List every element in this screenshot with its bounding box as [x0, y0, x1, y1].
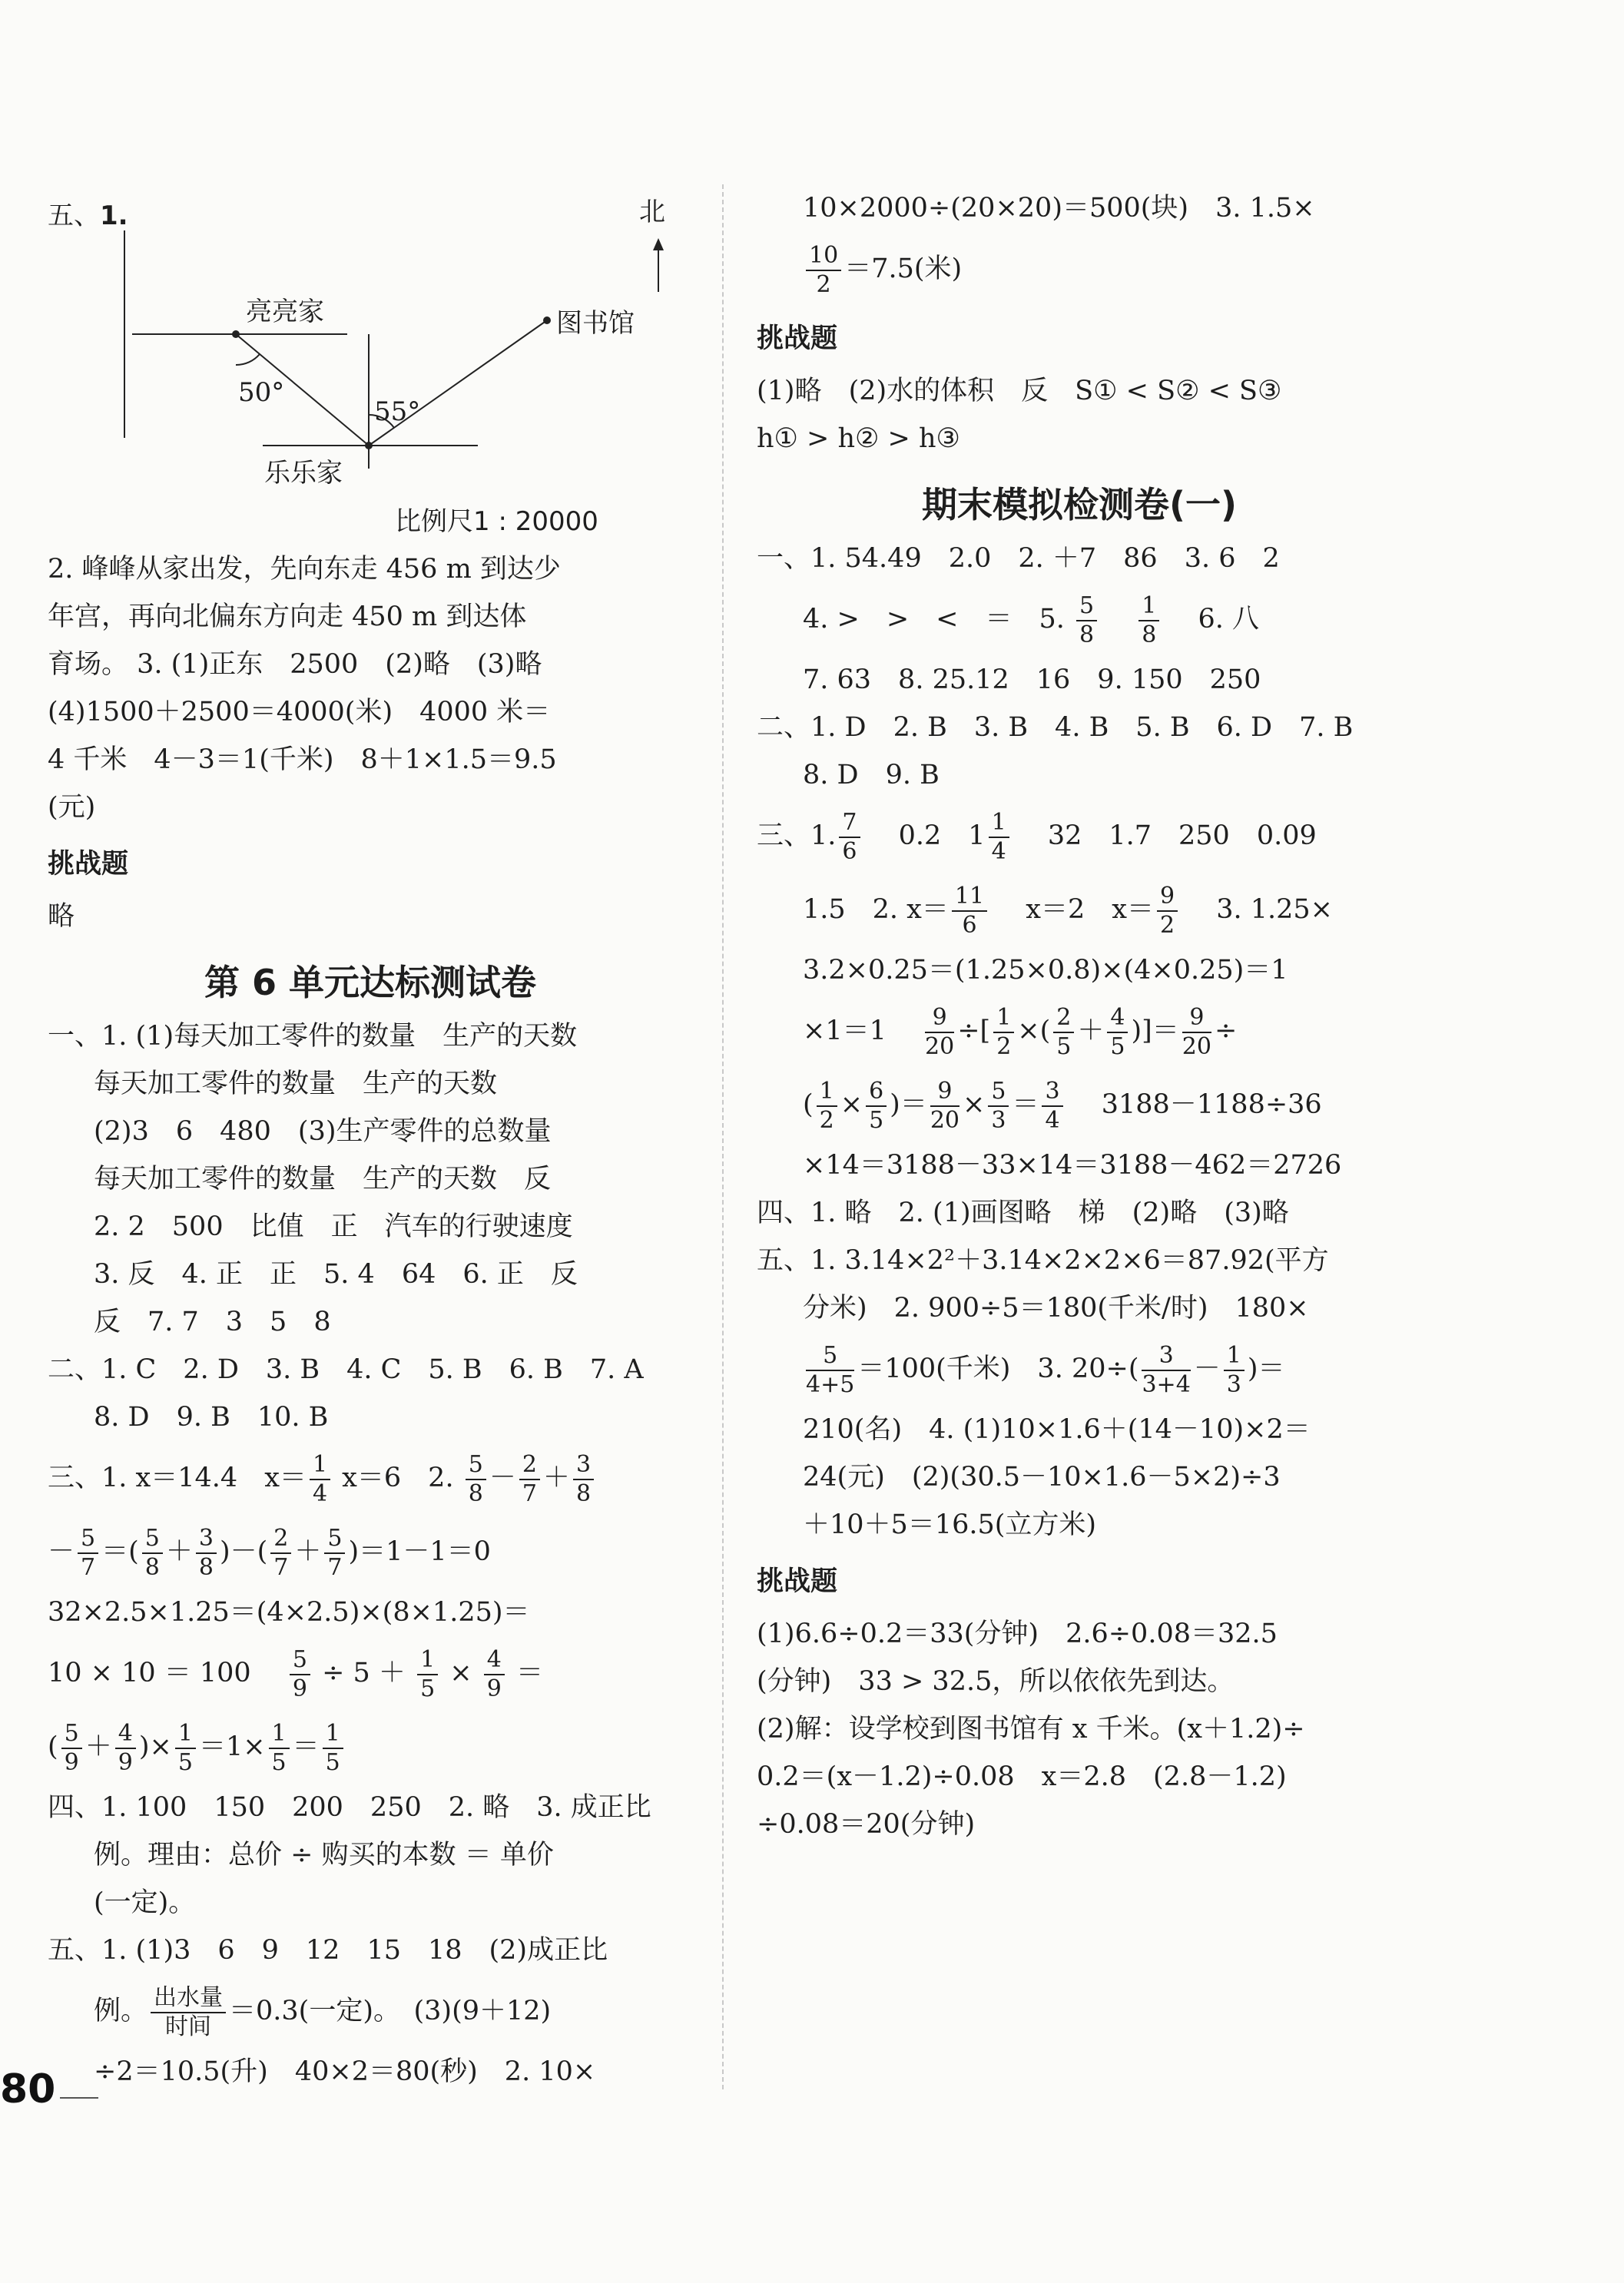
fraction: $\frac{1}{8}$	[1138, 592, 1159, 649]
text: ＝7.5(米)	[844, 253, 963, 284]
text: －	[48, 1536, 75, 1567]
text-line: (2)3 6 480 (3)生产零件的总数量	[94, 1116, 552, 1147]
fraction: $\frac{4}{9}$	[484, 1646, 505, 1703]
right-column	[757, 184, 1402, 1848]
text-line: 每天加工零件的数量 生产的天数	[94, 1069, 498, 1099]
challenge-heading: 挑战题	[757, 1566, 838, 1597]
math-line: 三、1. x＝14.4 x＝ $\frac{1}{4}$ x＝6 2. $\frac{5}{8}$ － $\frac{2}{7}$ ＋ $\frac{3}{8}$	[48, 1441, 693, 1515]
challenge-answers	[757, 1610, 1402, 1848]
fraction: $\frac{1}{5}$	[269, 1720, 290, 1777]
final-part3	[757, 799, 1402, 1189]
fraction: $\frac{9}{20}$	[1182, 1003, 1211, 1060]
text: 3. 1.25×	[1216, 894, 1334, 925]
scale-label: 比例尺1 : 20000	[395, 506, 598, 537]
text-line: 反 7. 7 3 5 8	[94, 1307, 331, 1337]
liangliang-home-label: 亮亮家	[246, 297, 324, 327]
math-line	[48, 1974, 693, 2048]
fraction: $\frac{5}{8}$	[1076, 592, 1097, 649]
text-line: 8. D 9. B 10. B	[94, 1402, 329, 1433]
text-line: (2)解：设学校到图书馆有 x 千米。(x＋1.2)÷	[757, 1714, 1305, 1745]
fraction: $\frac{5}{9}$	[61, 1720, 82, 1777]
fraction: $\frac{4}{9}$	[115, 1720, 136, 1777]
text-line: 分米) 2. 900÷5＝180(千米/时) 180×	[803, 1293, 1309, 1324]
text: 三、1.	[757, 820, 837, 851]
unit6-part5	[48, 1927, 693, 2096]
text-line: 2. 2 500 比值 正 汽车的行驶速度	[94, 1211, 573, 1242]
challenge-heading: 挑战题	[757, 323, 838, 354]
text-line: 4 千米 4－3＝1(千米) 8＋1×1.5＝9.5	[48, 744, 557, 775]
text: 例。	[94, 1996, 148, 2026]
fraction: $\frac{3}{3+4}$	[1142, 1341, 1191, 1398]
text-line: 每天加工零件的数量 生产的天数 反	[94, 1164, 552, 1195]
text-line: ＋10＋5＝16.5(立方米)	[803, 1509, 1097, 1540]
map-lines	[48, 184, 693, 545]
math-line	[757, 873, 1402, 946]
page-number: 80	[0, 2066, 56, 2112]
text: 3188－1188÷36	[1101, 1089, 1322, 1120]
text-line: 二、1. D 2. B 3. B 4. B 5. B 6. D 7. B	[757, 712, 1354, 743]
map-section-label: 五、1.	[48, 200, 128, 231]
text-line: 24(元) (2)(30.5－10×1.6－5×2)÷3	[803, 1462, 1281, 1493]
text-line: (一定)。	[94, 1887, 196, 1918]
fraction: $\frac{3}{8}$	[196, 1525, 217, 1582]
challenge-answer: 略	[48, 901, 75, 932]
fraction: $\frac{9}{2}$	[1157, 883, 1178, 939]
math-line	[757, 582, 1402, 656]
fraction: $\frac{9}{20}$	[925, 1003, 955, 1060]
final-part5	[757, 1237, 1402, 1549]
answer-block-q2	[48, 545, 693, 831]
fraction: $\frac{1}{4}$	[310, 1451, 330, 1508]
text-line: 一、1. (1)每天加工零件的数量 生产的天数	[48, 1021, 578, 1052]
text-line: 3. 反 4. 正 正 5. 4 64 6. 正 反	[94, 1259, 578, 1290]
fraction: $\frac{1}{4}$	[989, 809, 1009, 866]
fraction: $\frac{1}{2}$	[817, 1078, 837, 1135]
fraction: $\frac{10}{2}$	[806, 242, 841, 299]
math-line	[757, 799, 1402, 873]
unit6-part2	[48, 1346, 693, 1441]
text-line: 二、1. C 2. D 3. B 4. C 5. B 6. B 7. A	[48, 1354, 644, 1385]
fraction: $\frac{6}{5}$	[866, 1078, 887, 1135]
fraction: $\frac{5}{7}$	[78, 1525, 98, 1582]
text: ＝100(千米) 3. 20÷	[857, 1354, 1129, 1384]
math-line: － $\frac{5}{7}$ ＝( $\frac{5}{8}$ ＋ $\frac{3}{8}$ )－( $\frac{2}{7}$ ＋ $\frac{5}{7}$ )＝1－1＝0	[48, 1524, 491, 1581]
text: ×1＝1	[803, 1016, 887, 1046]
text: 32 1.7 250 0.09	[1047, 820, 1317, 851]
text-line: 210(名) 4. (1)10×1.6＋(14－10)×2＝	[803, 1414, 1311, 1445]
text: x＝2 x＝	[1026, 894, 1154, 925]
text-line: (4)1500＋2500＝4000(米) 4000 米＝	[48, 697, 551, 727]
unit6-part1	[48, 1012, 693, 1346]
text-line: 五、1. 3.14×2²＋3.14×2×2×6＝87.92(平方	[757, 1245, 1329, 1276]
math-line: ( $\frac{5}{9}$ ＋ $\frac{4}{9}$ )× $\frac{1}{5}$ ＝1× $\frac{1}{5}$ ＝ $\frac{1}{5}$	[48, 1710, 693, 1784]
fraction: $\frac{5}{8}$	[142, 1525, 163, 1582]
fraction: $\frac{1}{2}$	[993, 1004, 1014, 1061]
fraction: $\frac{5}{9}$	[290, 1646, 310, 1703]
text: 1.5 2. x＝	[803, 894, 949, 925]
text-line: (元)	[48, 792, 96, 823]
text-line: 2. 峰峰从家出发，先向东走 456 m 到达少	[48, 554, 561, 585]
fraction: $\frac{1}{5}$	[323, 1720, 343, 1777]
fraction: $\frac{\text{出水量}}{\text{时间}}$	[151, 1984, 226, 2041]
library-label: 图书馆	[556, 308, 635, 339]
final-part1	[757, 535, 1402, 704]
unit6-part3	[48, 1441, 693, 1784]
left-column	[48, 184, 693, 2096]
math-line: 32×2.5×1.25＝(4×2.5)×(8×1.25)＝	[48, 1597, 530, 1628]
text-line: ÷2＝10.5(升) 40×2＝80(秒) 2. 10×	[94, 2056, 596, 2087]
fraction: $\frac{7}{6}$	[839, 809, 860, 866]
fraction: $\frac{2}{7}$	[519, 1451, 540, 1508]
text-line: (1)略 (2)水的体积 反 S① < S② < S③	[757, 376, 1282, 406]
fraction: $\frac{5}{7}$	[324, 1525, 345, 1582]
text-line: 四、1. 100 150 200 250 2. 略 3. 成正比	[48, 1792, 651, 1823]
text: 6. 八	[1198, 604, 1260, 635]
text-line: 8. D 9. B	[803, 760, 940, 790]
final-part4: 四、1. 略 2. (1)画图略 梯 (2)略 (3)略	[757, 1198, 1289, 1228]
text-line: 一、1. 54.49 2.0 2. ＋7 86 3. 6 2	[757, 543, 1280, 574]
final-part2	[757, 704, 1402, 799]
text-line: 育场。 3. (1)正东 2500 (2)略 (3)略	[48, 649, 542, 680]
column-divider	[722, 184, 724, 2089]
math-line: ( $\frac{1}{2}$ × $\frac{6}{5}$ )＝ $\frac{9}{20}$ × $\frac{5}{3}$ ＝ $\frac{3}{4}$ 3188－1188÷36	[803, 1077, 1322, 1134]
text: 4. > > < ＝ 5.	[803, 604, 1065, 635]
text: ＝0.3(一定)。 (3)(9＋12)	[229, 1996, 552, 2026]
text-line: 例。理由：总价 ÷ 购买的本数 ＝ 单价	[94, 1840, 554, 1870]
map-diagram	[48, 184, 693, 545]
text: ＝1×	[198, 1731, 266, 1762]
math-line: ×1＝1 $\frac{9}{20}$ ÷[ $\frac{1}{2}$ ×( $\frac{2}{5}$ ＋ $\frac{4}{5}$ )]＝ $\frac{9}{20}$ ÷	[803, 1003, 1238, 1060]
angle-55-label: 55°	[374, 396, 421, 427]
fraction: $\frac{3}{8}$	[573, 1451, 594, 1508]
north-label: 北	[639, 197, 665, 227]
page-number-rule	[60, 2097, 98, 2099]
text-line: ÷0.08＝20(分钟)	[757, 1809, 976, 1840]
fraction: $\frac{5}{8}$	[466, 1451, 486, 1508]
fraction: $\frac{5}{4+5}$	[806, 1341, 855, 1398]
text-line: 10×2000÷(20×20)＝500(块) 3. 1.5×	[803, 193, 1315, 224]
text: 0.2 1	[898, 820, 986, 851]
text-line: ×14＝3188－33×14＝3188－462＝2726	[803, 1150, 1342, 1181]
final-exam-title: 期末模拟检测卷(一)	[921, 484, 1238, 525]
fraction: $\frac{11}{6}$	[952, 883, 987, 939]
text-line: (1)6.6÷0.2＝33(分钟) 2.6÷0.08＝32.5	[757, 1619, 1278, 1649]
text-line: 五、1. (1)3 6 9 12 15 18 (2)成正比	[48, 1935, 608, 1966]
fraction: $\frac{1}{5}$	[417, 1646, 438, 1703]
text: x＝6 2.	[342, 1463, 454, 1493]
text-line: 7. 63 8. 25.12 16 9. 150 250	[803, 664, 1261, 695]
unit6-title: 第 6 单元达标测试卷	[204, 962, 537, 1003]
math-line: $\frac{5}{4+5}$ ＝100(千米) 3. 20÷( $\frac{3}{3+4}$ － $\frac{1}{3}$ )＝	[806, 1341, 1285, 1398]
angle-50-label: 50°	[238, 377, 285, 408]
fraction: $\frac{4}{5}$	[1107, 1004, 1128, 1061]
text-line: 年宫，再向北偏东方向走 450 m 到达体	[48, 601, 527, 632]
lele-home-label: 乐乐家	[264, 458, 343, 489]
text: 三、1. x＝14.4 x＝	[48, 1463, 307, 1493]
fraction: $\frac{3}{4}$	[1042, 1078, 1062, 1135]
text-line: 3.2×0.25＝(1.25×0.8)×(4×0.25)＝1	[803, 955, 1288, 986]
text-line: (分钟) 33 > 32.5，所以依依先到达。	[757, 1666, 1235, 1697]
fraction: $\frac{1}{3}$	[1224, 1342, 1245, 1399]
unit6-part4	[48, 1784, 693, 1927]
text-line: 0.2＝(x－1.2)÷0.08 x＝2.8 (2.8－1.2)	[757, 1761, 1287, 1792]
challenge-heading: 挑战题	[48, 849, 129, 880]
text-line: h① > h② > h③	[757, 423, 960, 454]
text: 10 × 10 ＝ 100	[48, 1658, 251, 1688]
fraction: $\frac{5}{3}$	[988, 1078, 1009, 1135]
fraction: $\frac{1}{5}$	[175, 1720, 196, 1777]
fraction: $\frac{2}{5}$	[1053, 1004, 1074, 1061]
math-line	[757, 232, 1402, 306]
fraction: $\frac{9}{20}$	[930, 1077, 960, 1134]
text: ＝1－1＝0	[359, 1536, 491, 1567]
math-line: 10 × 10 ＝ 100 $\frac{5}{9}$ ÷ 5 ＋ $\frac{1}{5}$ × $\frac{4}{9}$ ＝	[48, 1645, 543, 1702]
fraction: $\frac{2}{7}$	[270, 1525, 291, 1582]
